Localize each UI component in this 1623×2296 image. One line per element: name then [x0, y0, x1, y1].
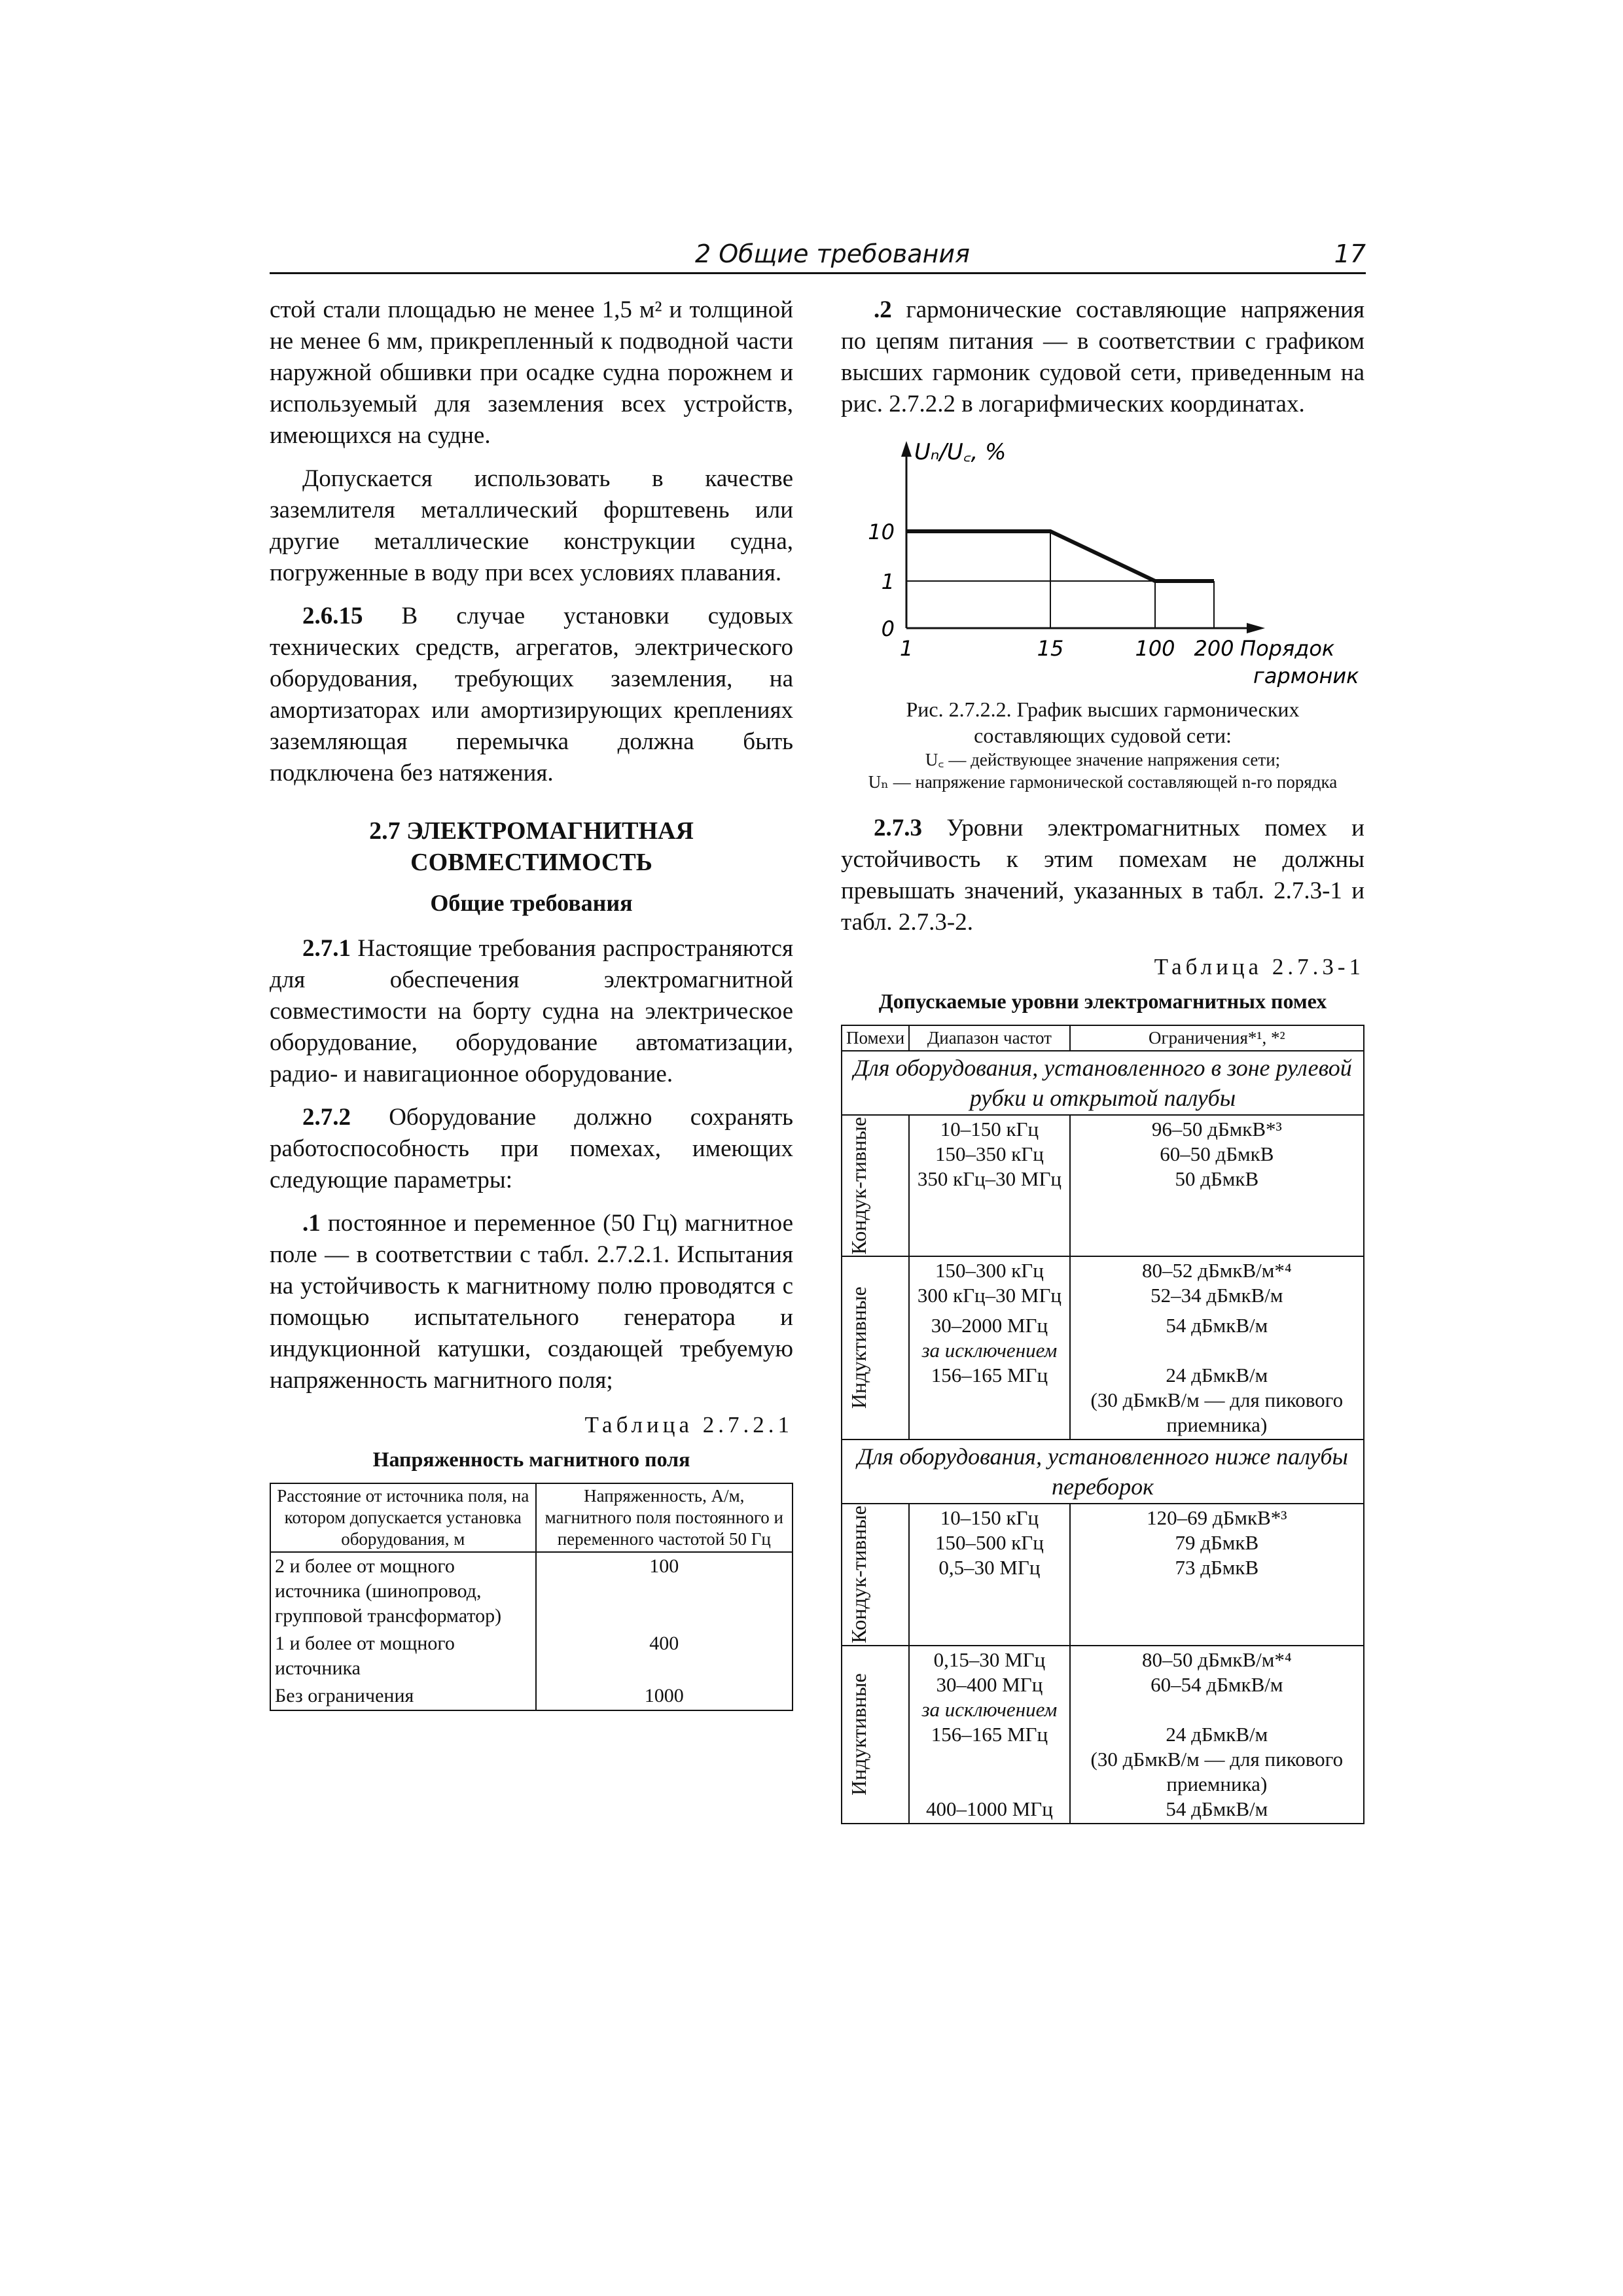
y-axis-label: Uₙ/U꜀, % [914, 439, 1007, 465]
x-tick-label: 15 [1037, 636, 1064, 661]
table-caption: Таблица 2.7.2.1 [584, 1412, 793, 1438]
table-row: Индуктивные 150–300 кГц 300 кГц–30 МГц 30–2000 МГц за исключением 156–165 МГц 80–52 дБмкВ/м*⁴ 52–34 дБмкВ/м 54 дБмкВ/м 24 дБмкВ/м (30 дБмкВ/м — для пикового приемника) [842, 1256, 1364, 1439]
y-tick-label: 10 [868, 520, 895, 544]
figure-legend: Uₙ — напряжение гармонической составляющей n-го порядка [868, 772, 1338, 792]
table-header: Расстояние от источника поля, на котором допускается установка оборудования, м [270, 1483, 536, 1552]
figure-legend: U꜀ — действующее значение напряжения сети; [925, 750, 1281, 769]
paragraph-2-7-3: 2.7.3 Уровни электромагнитных помех и устойчивость к этим помехам не должны превышать значений, указанных в табл. 2.7.3-1 и табл. 2.7.3-2. [841, 815, 1364, 936]
row-group-label: Индуктивные [842, 1646, 909, 1824]
page-number: 17 [1334, 239, 1366, 268]
table-title: Напряженность магнитного поля [372, 1447, 690, 1471]
table-row: 2 и более от мощного источника (шинопровод, групповой трансформатор) 100 [270, 1552, 793, 1630]
paragraph-2-7-2: 2.7.2 Оборудование должно сохранять работоспособность при помехах, имеющих следующие параметры: [270, 1104, 793, 1193]
table-row: Индуктивные 0,15–30 МГц 30–400 МГц за исключением 156–165 МГц 400–1000 МГц 80–50 дБмкВ/м*⁴ 60–54 дБмкВ/м 24 дБмкВ/м (30 дБмкВ/м — для пикового приемника) 54 дБмкВ/м [842, 1646, 1364, 1824]
harmonics-chart [841, 432, 1364, 687]
figure-caption: Рис. 2.7.2.2. График высших гармонических составляющих судовой сети: [906, 698, 1300, 747]
clause-number: 2.6.15 [302, 603, 363, 629]
table-row: Кондук-тивные 10–150 кГц 150–500 кГц 0,5–30 МГц 120–69 дБмкВ*³ 79 дБмкВ 73 дБмкВ [842, 1504, 1364, 1645]
x-tick-label: 1 [899, 636, 914, 661]
paragraph-2-6-15: 2.6.15 В случае установки судовых технических средств, агрегатов, электрического оборудования, требующих заземления, на амортизаторах или амортизирующих креплениях заземляющая перемычка должна быть подключена без натяжения. [270, 603, 793, 786]
x-axis-label: Порядок [1240, 636, 1335, 661]
x-tick-label: 200 [1194, 636, 1234, 661]
paragraph-item-1: .1 постоянное и переменное (50 Гц) магнитное поле — в соответствии с табл. 2.7.2.1. Испытания на устойчивость к магнитному полю проводятся с помощью испытательного генератора и индукционной катушки, создающей требуемую напряженность магнитного поля; [270, 1210, 793, 1394]
paragraph: стой стали площадью не менее 1,5 м² и толщиной не менее 6 мм, прикрепленный к подводной части наружной обшивки при осадке судна порожнем и используемый для заземления всех устройств, имеющихся на судне. [270, 296, 793, 449]
row-group-label: Индуктивные [842, 1256, 909, 1439]
table-row: Кондук-тивные 10–150 кГц 150–350 кГц 350 кГц–30 МГц 96–50 дБмкВ*³ 60–50 дБмкВ 50 дБмкВ [842, 1115, 1364, 1256]
table-row: 1 и более от мощного источника 400 [270, 1630, 793, 1682]
y-axis-arrow [901, 441, 912, 457]
x-axis-arrow [1247, 623, 1265, 633]
paragraph: Допускается использовать в качестве заземлителя металлический форштевень или другие металлические конструкции судна, погруженные в воду при всех условиях плавания. [270, 465, 793, 586]
x-axis-label: гармоник [1253, 663, 1359, 687]
section-heading: 2.7 ЭЛЕКТРОМАГНИТНАЯ СОВМЕСТИМОСТЬ [369, 817, 694, 876]
right-column [841, 294, 1364, 1824]
table-2-7-2-1 [270, 1483, 793, 1711]
table-section: Для оборудования, установленного в зоне рулевой рубки и открытой палубы [842, 1051, 1364, 1115]
table-header: Напряженность, А/м, магнитного поля постоянного и переменного частотой 50 Гц [536, 1483, 793, 1552]
subsection-heading: Общие требования [430, 890, 633, 916]
paragraph-item-2: .2 гармонические составляющие напряжения по цепям питания — в соответствии с графиком высших гармоник судовой сети, приведенным на рис. 2.7.2.2 в логарифмических координатах. [841, 296, 1364, 417]
y-tick-label: 0 [881, 616, 895, 641]
table-2-7-3-1 [841, 1025, 1364, 1824]
table-header: Ограничения*¹, *² [1070, 1025, 1364, 1051]
table-title: Допускаемые уровни электромагнитных помех [878, 989, 1327, 1013]
left-column [270, 294, 793, 1711]
row-group-label: Кондук-тивные [842, 1504, 909, 1645]
chart-svg [841, 432, 1364, 687]
y-tick-label: 1 [881, 569, 895, 594]
table-row: Без ограничения 1000 [270, 1682, 793, 1710]
table-caption: Таблица 2.7.3-1 [1154, 954, 1364, 980]
series-line [906, 531, 1214, 581]
running-header [270, 239, 1366, 274]
table-header: Помехи [842, 1025, 909, 1051]
paragraph-2-7-1: 2.7.1 Настоящие требования распространяются для обеспечения электромагнитной совместимости на борту судна на электрическое оборудование, оборудование автоматизации, радио- и навигационное оборудование. [270, 935, 793, 1087]
header-title: 2 Общие требования [695, 239, 970, 268]
x-tick-label: 100 [1135, 636, 1175, 661]
table-header: Диапазон частот [909, 1025, 1069, 1051]
table-section: Для оборудования, установленного ниже палубы переборок [842, 1439, 1364, 1504]
row-group-label: Кондук-тивные [842, 1115, 909, 1256]
